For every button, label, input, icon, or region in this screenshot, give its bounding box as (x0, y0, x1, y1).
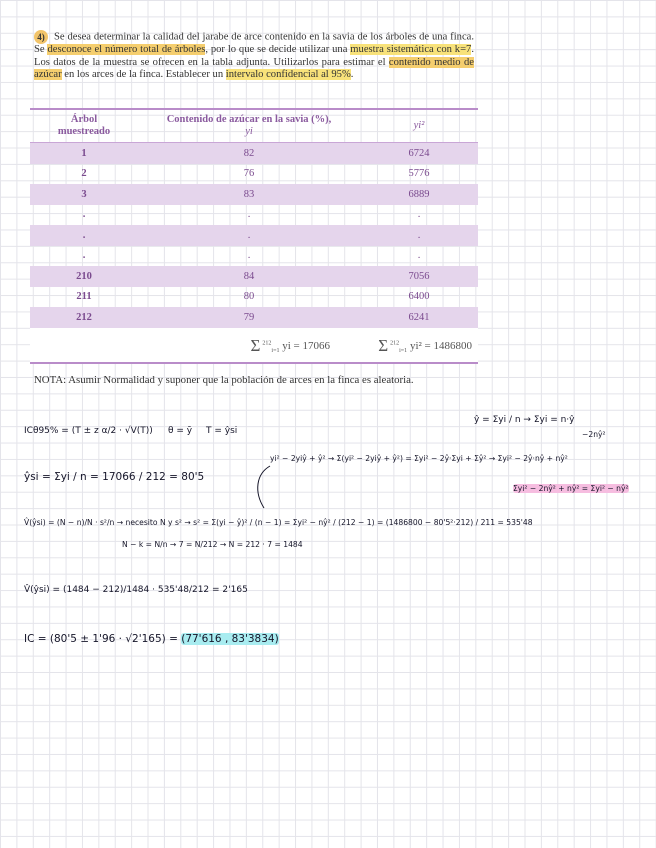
problem-text-2: , por lo que se decide utilizar una (205, 44, 351, 56)
problem-text-5: . (350, 69, 354, 81)
expand-n: −2nŷ² (582, 430, 606, 439)
highlight-mean: contenido medio de azúcar (34, 56, 474, 81)
theta-def: θ = ȳ (168, 426, 193, 436)
problem-text-3: . Los datos de la muestra se ofrecen en la tabla adjunta. Utilizarlos para estimar el (34, 44, 475, 68)
t-def: T = ŷsi (206, 426, 238, 436)
problem-text-4: en los arces de la finca. Establecer un (61, 69, 226, 81)
bracket-arrow (250, 462, 274, 512)
problem-number: 4) (34, 30, 48, 44)
ybar-def: ŷ = Σyi / n → Σyi = n·ŷ (474, 415, 575, 425)
expansion-result: Σyi² − 2nŷ² + nŷ² = Σyi² − nŷ² (513, 484, 629, 493)
sum-y2: Σ $^{212}_{i=1}$ yi² = 1486800 (360, 328, 478, 363)
table-row: 212 79 6241 (30, 307, 478, 328)
ic-line: IC = (80'5 ± 1'96 · √2'165) = (77'616 , 83'3834) (24, 633, 279, 645)
estimate-line: ŷsi = Σyi / n = 17066 / 212 = 80'5 (24, 471, 205, 483)
highlight-unknown-n: desconoce el número total de árboles (47, 44, 206, 56)
header-tree: Árbol muestreado (30, 109, 138, 143)
expansion-line: yi² − 2yiŷ + ŷ² → Σ(yi² − 2yiŷ + ŷ²) = Σyi² − 2ŷ·Σyi + Σŷ² → Σyi² − 2ŷ·nŷ + nŷ² (270, 454, 568, 463)
problem-text-1: Se desea determinar la calidad del jarabe de arce contenido en la savia de los árboles de una finca. Se (34, 31, 474, 56)
data-table (30, 108, 478, 364)
table-row: 2 76 5776 (81, 168, 430, 180)
highlight-interval: intervalo confidencial al 95% (225, 69, 351, 81)
note-text: NOTA: Asumir Normalidad y suponer que la población de arces en la finca es aleatoria. (34, 374, 414, 386)
sum-y: Σ $^{212}_{i=1}$ yi = 17066 (138, 328, 360, 363)
highlight-systematic: muestra sistemática con k=7 (350, 44, 472, 56)
table-row: 211 80 6400 (76, 291, 430, 303)
table-sum-row (30, 328, 478, 363)
sum-icon: Σ (250, 336, 261, 356)
ic-formula: ICθ95% = (T ± z α/2 · √V(T)) (24, 426, 153, 436)
table-row: 1 82 6724 (30, 143, 478, 164)
variance-value-line: V̂(ŷsi) = (1484 − 212)/1484 · 535'48/212 = 2'165 (24, 585, 248, 595)
header-squared: yi² (360, 109, 478, 143)
table-row: 210 84 7056 (30, 266, 478, 287)
table-row: . . . (82, 209, 421, 221)
variance-line: V̂(ŷsi) = (N − n)/N · s²/n → necesito N y s² → s² = Σ(yi − ŷ)² / (n − 1) = Σyi² − nŷ² / (212 − 1) = (1486800 − 80'5²·212) / 211 = 535'48 (24, 518, 533, 527)
table-header (30, 109, 478, 143)
table-row: . . . (30, 225, 478, 246)
header-sugar: Contenido de azúcar en la savia (%), yi (138, 109, 360, 143)
problem-statement (34, 30, 474, 82)
table-row: . . . (82, 250, 421, 262)
ic-result: (77'616 , 83'3834) (181, 633, 279, 645)
n-calc-line: N − k = N/n → 7 = N/212 → N = 212 · 7 = 1484 (122, 540, 303, 549)
sum-icon: Σ (378, 336, 389, 356)
table-row: 3 83 6889 (30, 184, 478, 205)
